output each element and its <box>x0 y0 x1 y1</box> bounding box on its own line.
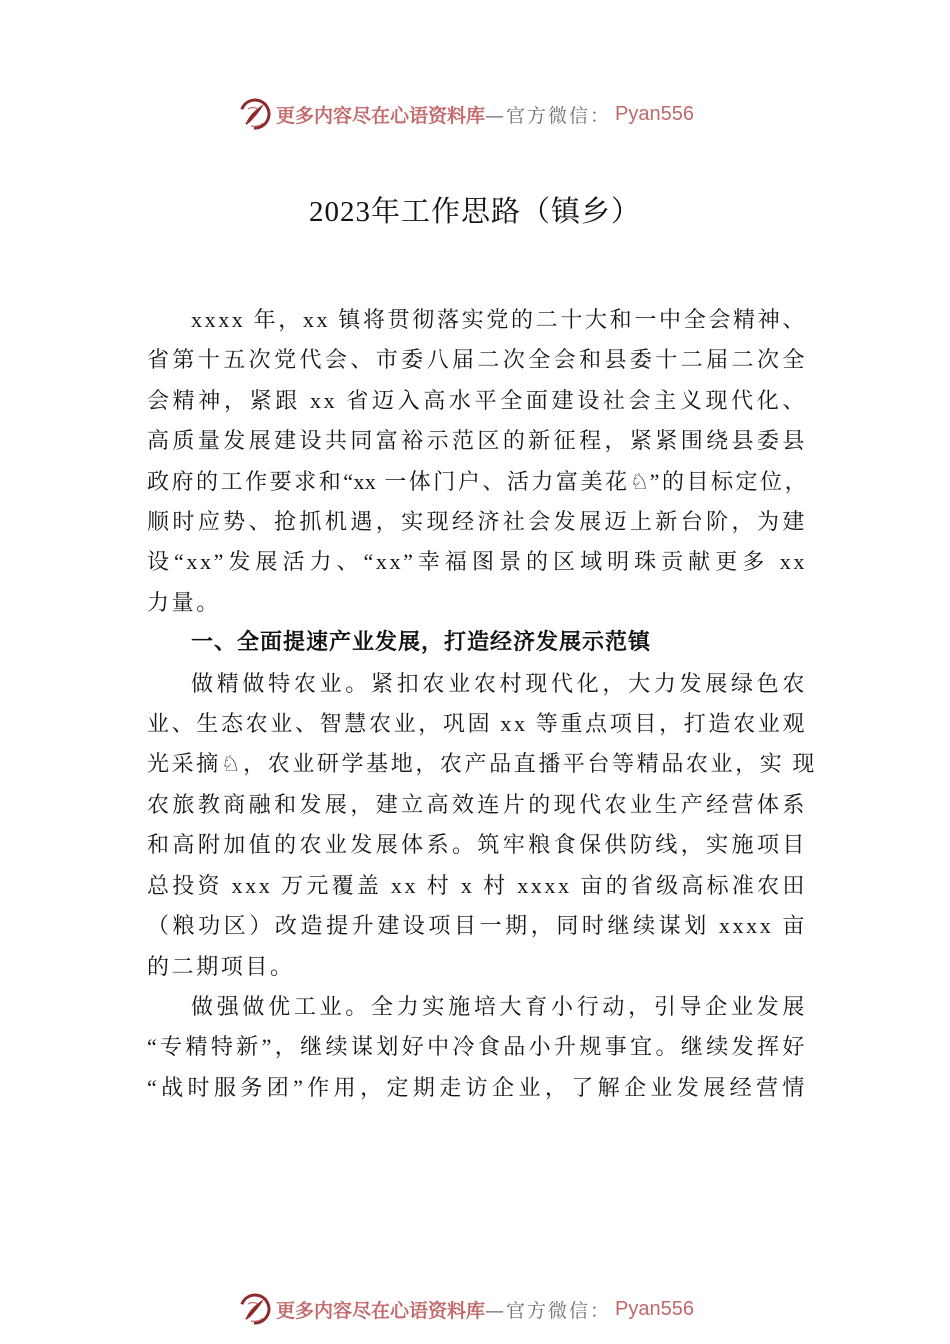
text-line: “战时服务团”作用，定期走访企业，了解企业发展经营情 <box>147 1074 807 1100</box>
text-line: 的二期项目。 <box>147 953 295 979</box>
text-line: 力量。 <box>147 589 221 615</box>
text-line: 顺时应势、抢抓机遇，实现经济社会发展迈上新台阶，为建 <box>147 509 807 535</box>
watermark-library-text: 更多内容尽在心语资料库 <box>276 1299 486 1322</box>
text-line: 总投资 xxx 万元覆盖 xx 村 x 村 xxxx 亩的省级高标准农田 <box>147 872 807 898</box>
quill-pen-logo-icon <box>238 97 272 131</box>
watermark-wechat-id: Pyan556 <box>615 1297 694 1320</box>
watermark-wechat-label: —官方微信： <box>485 1299 612 1322</box>
text-line: 设“xx”发展活力、“xx”幸福图景的区域明珠贡献更多 xx <box>147 549 807 575</box>
agriculture-paragraph <box>147 664 818 987</box>
text-line: 政府的工作要求和“xx 一体门户、活力富美花♘”的目标定位， <box>147 468 807 494</box>
text-line: “专精特新”，继续谋划好中冷食品小升规事宜。继续发挥好 <box>147 1034 807 1060</box>
text-line: 光采摘♘，农业研学基地，农产品直播平台等精品农业，实 现 <box>147 751 818 777</box>
text-line: 和高附加值的农业发展体系。筑牢粮食保供防线，实施项目 <box>147 832 807 858</box>
text-line: 做精做特农业。紧扣农业农村现代化，大力发展绿色农 <box>191 670 807 696</box>
industry-paragraph <box>147 987 807 1108</box>
text-line: 业、生态农业、智慧农业，巩固 xx 等重点项目，打造农业观 <box>147 711 807 737</box>
document-body <box>147 300 818 1108</box>
document-title: 2023年工作思路（镇乡） <box>308 196 641 228</box>
text-line: 高质量发展建设共同富裕示范区的新征程，紧紧围绕县委县 <box>147 428 807 454</box>
quill-pen-logo-icon <box>238 1292 272 1326</box>
text-line: 会精神，紧跟 xx 省迈入高水平全面建设社会主义现代化、 <box>147 387 807 413</box>
text-line: 省第十五次党代会、市委八届二次全会和县委十二届二次全 <box>147 347 807 373</box>
text-line: 做强做优工业。全力实施培大育小行动，引导企业发展 <box>191 993 807 1019</box>
intro-paragraph <box>147 300 807 623</box>
footer-watermark <box>238 1289 738 1329</box>
watermark-wechat-label: —官方微信： <box>485 104 612 127</box>
section-heading: 一、全面提速产业发展，打造经济发展示范镇 <box>191 630 652 656</box>
watermark-library-text: 更多内容尽在心语资料库 <box>276 104 486 127</box>
watermark-wechat-id: Pyan556 <box>615 102 694 125</box>
text-line: （粮功区）改造提升建设项目一期，同时继续谋划 xxxx 亩 <box>147 913 807 939</box>
header-watermark <box>238 94 738 134</box>
text-line: 农旅教商融和发展，建立高效连片的现代农业生产经营体系 <box>147 791 807 817</box>
text-line: xxxx 年，xx 镇将贯彻落实党的二十大和一中全会精神、 <box>191 307 807 332</box>
